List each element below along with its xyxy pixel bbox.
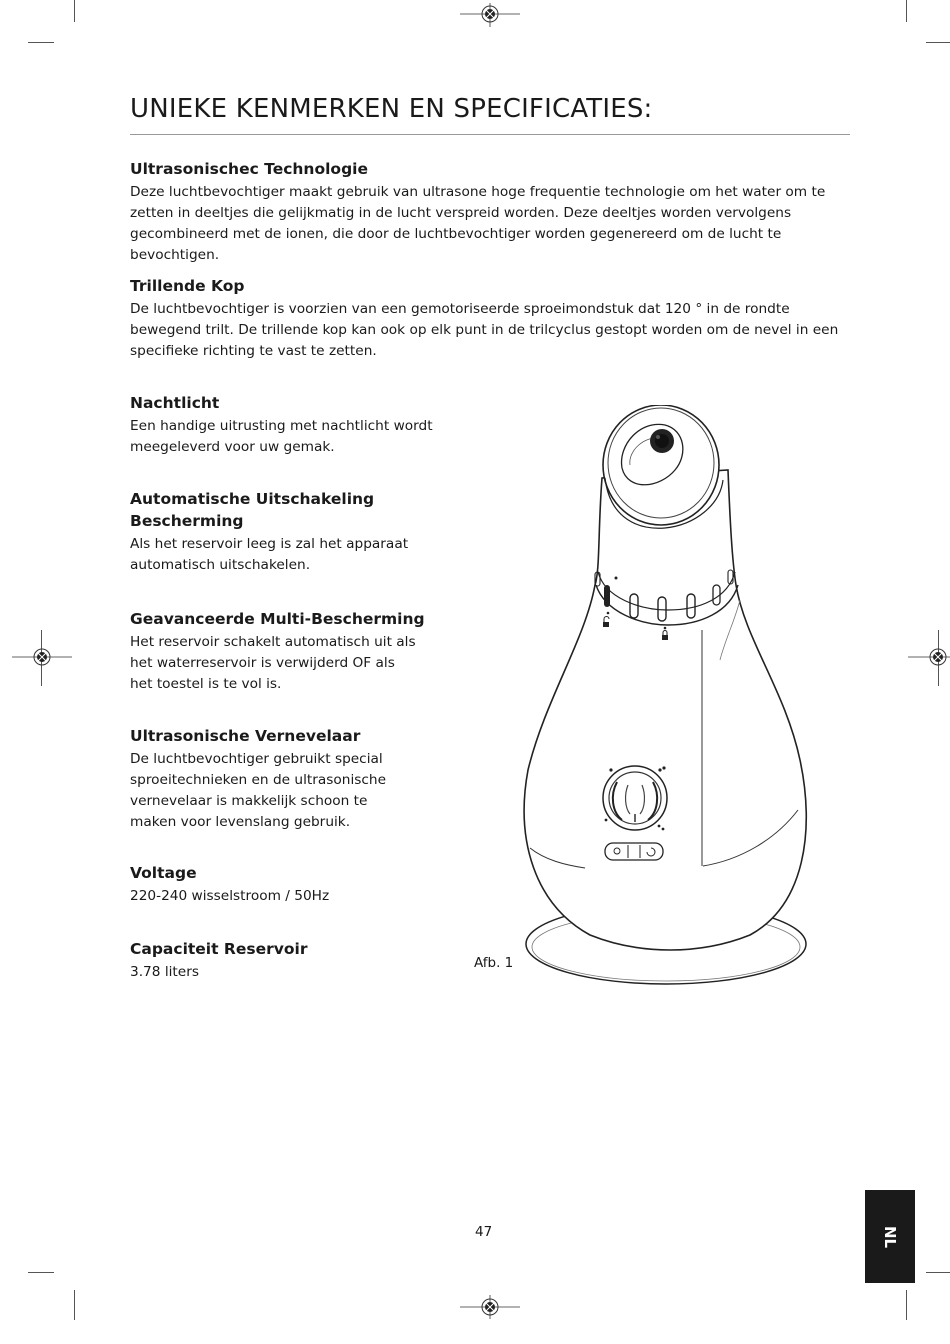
- registration-mark-left: [12, 642, 72, 672]
- section-heading: Voltage: [130, 864, 197, 882]
- section-heading: Trillende Kop: [130, 277, 245, 295]
- section-heading: Ultrasonischec Technologie: [130, 160, 368, 178]
- crop-mark: [28, 42, 54, 43]
- crop-mark: [906, 1290, 907, 1320]
- registration-mark-bottom: [460, 1292, 520, 1322]
- crop-mark: [28, 1272, 54, 1273]
- section-heading: Automatische Uitschakeling Bescherming: [130, 490, 375, 530]
- page-number: 47: [475, 1224, 493, 1240]
- page-title: UNIEKE KENMERKEN EN SPECIFICATIES:: [130, 94, 653, 124]
- section-reservoir-capacity: [130, 938, 440, 983]
- title-divider: [130, 134, 850, 135]
- language-tab: [865, 1190, 915, 1283]
- section-heading: Ultrasonische Vernevelaar: [130, 727, 361, 745]
- light-switch: [605, 843, 663, 860]
- crop-mark: [74, 1290, 75, 1320]
- figure-caption: Afb. 1: [474, 955, 514, 971]
- crop-mark: [926, 42, 950, 43]
- section-heading: Nachtlicht: [130, 394, 220, 412]
- section-body: 3.78 liters: [130, 964, 199, 980]
- section-body: De luchtbevochtiger is voorzien van een gemotoriseerde sproeimondstuk dat 120 ° in de rondte bewegend trilt. De trillende kop kan ook op elk punt in de trilcyclus gestopt worden om de nevel in een specifieke richting te vast te zetten.: [130, 301, 839, 359]
- section-body: Een handige uitrusting met nachtlicht wordt meegeleverd voor uw gemak.: [130, 418, 433, 455]
- section-auto-shutoff: [130, 488, 409, 576]
- section-night-light: [130, 392, 440, 458]
- section-body: De luchtbevochtiger gebruikt special sproeitechnieken en de ultrasonische vernevelaar is makkelijk schoon te maken voor levenslang gebruik.: [130, 751, 387, 830]
- section-body: Deze luchtbevochtiger maakt gebruik van ultrasone hoge frequentie technologie om het water om te zetten in deeltjes die gelijkmatig in de lucht verspreid worden. Deze deeltjes worden vervolgens gecombineerd met de ionen, die door de luchtbevochtiger worden gegenereerd om de lucht te bevochtigen.: [130, 184, 826, 263]
- section-vibrating-head: [130, 275, 860, 362]
- section-heading: Capaciteit Reservoir: [130, 940, 308, 958]
- section-body: 220-240 wisselstroom / 50Hz: [130, 888, 330, 904]
- registration-mark-right: [908, 642, 950, 672]
- crop-mark: [906, 0, 907, 22]
- language-tab-label: NL: [881, 1225, 899, 1248]
- section-ultrasonic-atomizer: [130, 725, 390, 833]
- crop-mark: [926, 1272, 950, 1273]
- humidifier-body: [524, 470, 806, 950]
- section-multi-protection: [130, 608, 425, 695]
- crop-mark: [74, 0, 75, 22]
- section-ultrasonic-technology: [130, 158, 860, 266]
- registration-mark-top: [460, 0, 520, 30]
- humidifier-illustration: [520, 405, 820, 985]
- section-voltage: [130, 862, 440, 907]
- mist-dial: [603, 766, 667, 830]
- section-body: Het reservoir schakelt automatisch uit als het waterreservoir is verwijderd OF als het toestel is te vol is.: [130, 634, 416, 692]
- section-heading: Geavanceerde Multi-Bescherming: [130, 610, 425, 628]
- section-body: Als het reservoir leeg is zal het apparaat automatisch uitschakelen.: [130, 536, 409, 573]
